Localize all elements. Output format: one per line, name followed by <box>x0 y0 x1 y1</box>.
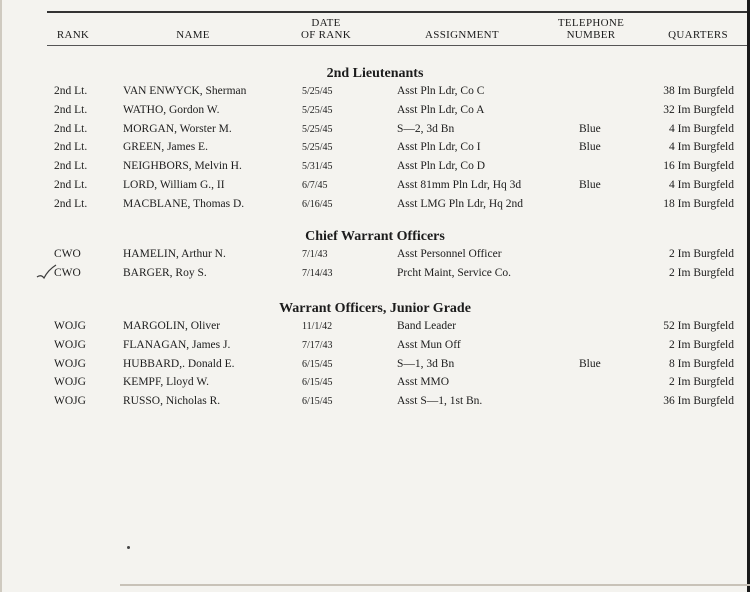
roster-row <box>0 376 750 392</box>
name-cell: NEIGHBORS, Melvin H. <box>123 160 242 172</box>
name-cell: RUSSO, Nicholas R. <box>123 395 221 407</box>
quarters-cell: 2 Im Burgfeld <box>669 376 734 388</box>
date-cell: 6/16/45 <box>302 199 333 210</box>
date-cell: 7/14/43 <box>302 268 333 279</box>
quarters-cell: 4 Im Burgfeld <box>669 141 734 153</box>
telephone-cell: Blue <box>579 358 601 370</box>
rank-cell: WOJG <box>54 339 86 351</box>
roster-row <box>0 320 750 336</box>
assignment-cell: Asst MMO <box>397 376 450 388</box>
name-cell: HUBBARD,. Donald E. <box>123 358 235 370</box>
rank-cell: WOJG <box>54 358 86 370</box>
roster-row <box>0 248 750 264</box>
rank-cell: 2nd Lt. <box>54 141 88 153</box>
rank-cell: 2nd Lt. <box>54 160 88 172</box>
assignment-cell: Asst Pln Ldr, Co A <box>397 104 485 116</box>
rank-cell: 2nd Lt. <box>54 198 88 210</box>
assignment-cell: S—2, 3d Bn <box>397 123 455 135</box>
quarters-cell: 2 Im Burgfeld <box>669 267 734 279</box>
rank-cell: 2nd Lt. <box>54 123 88 135</box>
telephone-cell: Blue <box>579 179 601 191</box>
section-title: Warrant Officers, Junior Grade <box>279 301 471 316</box>
roster-row <box>0 141 750 157</box>
header-quarters: QUARTERS <box>668 29 728 41</box>
assignment-cell: Asst Pln Ldr, Co I <box>397 141 481 153</box>
header-tel-line2: NUMBER <box>566 29 616 41</box>
assignment-cell: S—1, 3d Bn <box>397 358 455 370</box>
roster-row <box>0 339 750 355</box>
quarters-cell: 36 Im Burgfeld <box>663 395 734 407</box>
quarters-cell: 18 Im Burgfeld <box>663 198 734 210</box>
quarters-cell: 4 Im Burgfeld <box>669 123 734 135</box>
name-cell: MARGOLIN, Oliver <box>123 320 221 332</box>
quarters-cell: 2 Im Burgfeld <box>669 248 734 260</box>
header-tel-line1: TELEPHONE <box>557 17 625 29</box>
date-cell: 6/15/45 <box>302 359 333 370</box>
quarters-cell: 38 Im Burgfeld <box>663 85 734 97</box>
assignment-cell: Prcht Maint, Service Co. <box>397 267 512 279</box>
ink-dot <box>127 546 130 549</box>
rank-cell: 2nd Lt. <box>54 104 88 116</box>
date-cell: 5/25/45 <box>302 86 333 97</box>
header-rule <box>47 45 747 46</box>
top-rule <box>47 11 747 13</box>
header-date-line1: DATE <box>311 17 341 29</box>
roster-row <box>0 104 750 120</box>
roster-row <box>0 85 750 101</box>
header-rank: RANK <box>56 29 90 41</box>
date-cell: 5/25/45 <box>302 142 333 153</box>
bottom-rule <box>120 584 750 586</box>
roster-row <box>0 395 750 411</box>
name-cell: BARGER, Roy S. <box>123 267 207 279</box>
roster-row <box>0 267 750 283</box>
name-cell: HAMELIN, Arthur N. <box>123 248 226 260</box>
name-cell: LORD, William G., II <box>123 179 225 191</box>
date-cell: 6/15/45 <box>302 377 333 388</box>
roster-row <box>0 160 750 176</box>
date-cell: 6/15/45 <box>302 396 333 407</box>
rank-cell: 2nd Lt. <box>54 179 88 191</box>
assignment-cell: Asst Personnel Officer <box>397 248 502 260</box>
section-title: Chief Warrant Officers <box>305 229 445 244</box>
rank-cell: WOJG <box>54 376 86 388</box>
header-assignment: ASSIGNMENT <box>425 29 499 41</box>
date-cell: 7/1/43 <box>302 249 328 260</box>
assignment-cell: Asst S—1, 1st Bn. <box>397 395 483 407</box>
date-cell: 11/1/42 <box>302 321 333 332</box>
header-date-line2: OF RANK <box>300 29 352 41</box>
roster-row <box>0 358 750 374</box>
date-cell: 5/31/45 <box>302 161 333 172</box>
date-cell: 7/17/43 <box>302 340 333 351</box>
quarters-cell: 32 Im Burgfeld <box>663 104 734 116</box>
name-cell: KEMPF, Lloyd W. <box>123 376 209 388</box>
name-cell: WATHO, Gordon W. <box>123 104 220 116</box>
name-cell: GREEN, James E. <box>123 141 208 153</box>
name-cell: MORGAN, Worster M. <box>123 123 232 135</box>
telephone-cell: Blue <box>579 123 601 135</box>
quarters-cell: 2 Im Burgfeld <box>669 339 734 351</box>
date-cell: 5/25/45 <box>302 105 333 116</box>
quarters-cell: 16 Im Burgfeld <box>663 160 734 172</box>
date-cell: 6/7/45 <box>302 180 328 191</box>
name-cell: FLANAGAN, James J. <box>123 339 231 351</box>
name-cell: VAN ENWYCK, Sherman <box>123 85 247 97</box>
assignment-cell: Asst 81mm Pln Ldr, Hq 3d <box>397 179 522 191</box>
header-name: NAME <box>176 29 210 41</box>
section-title: 2nd Lieutenants <box>326 66 424 81</box>
quarters-cell: 52 Im Burgfeld <box>663 320 734 332</box>
assignment-cell: Asst Pln Ldr, Co D <box>397 160 486 172</box>
date-cell: 5/25/45 <box>302 124 333 135</box>
assignment-cell: Asst Pln Ldr, Co C <box>397 85 485 97</box>
rank-cell: WOJG <box>54 395 86 407</box>
name-cell: MACBLANE, Thomas D. <box>123 198 245 210</box>
assignment-cell: Asst LMG Pln Ldr, Hq 2nd <box>397 198 524 210</box>
quarters-cell: 8 Im Burgfeld <box>669 358 734 370</box>
roster-row <box>0 198 750 214</box>
rank-cell: 2nd Lt. <box>54 85 88 97</box>
check-mark-icon <box>35 262 57 282</box>
rank-cell: CWO <box>54 267 81 279</box>
roster-row <box>0 123 750 139</box>
rank-cell: CWO <box>54 248 81 260</box>
telephone-cell: Blue <box>579 141 601 153</box>
roster-row <box>0 179 750 195</box>
rank-cell: WOJG <box>54 320 86 332</box>
assignment-cell: Band Leader <box>397 320 457 332</box>
assignment-cell: Asst Mun Off <box>397 339 461 351</box>
quarters-cell: 4 Im Burgfeld <box>669 179 734 191</box>
